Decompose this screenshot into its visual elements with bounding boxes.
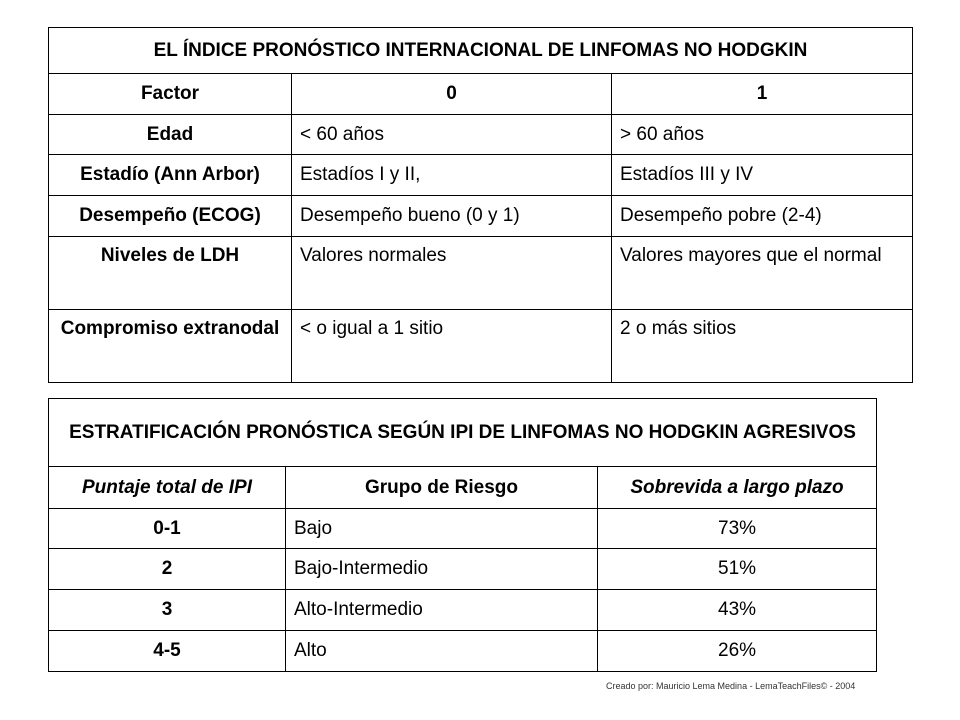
table1-title: EL ÍNDICE PRONÓSTICO INTERNACIONAL DE LINFOMAS NO HODGKIN	[49, 28, 913, 74]
table-row	[49, 590, 877, 631]
table2-header-survival: Sobrevida a largo plazo	[598, 467, 877, 509]
one-cell: Estadíos III y IV	[612, 155, 913, 196]
table1-header-zero: 0	[292, 74, 612, 115]
table-row	[49, 237, 913, 310]
survival-cell: 26%	[598, 631, 877, 672]
group-cell: Bajo	[286, 509, 598, 549]
table1-header-factor: Factor	[49, 74, 292, 115]
score-cell: 3	[49, 590, 286, 631]
table-row	[49, 115, 913, 155]
group-cell: Alto	[286, 631, 598, 672]
table1-title-row	[49, 28, 913, 74]
zero-cell: < o igual a 1 sitio	[292, 310, 612, 383]
factor-cell: Desempeño (ECOG)	[49, 196, 292, 237]
one-cell: > 60 años	[612, 115, 913, 155]
group-cell: Bajo-Intermedio	[286, 549, 598, 590]
table2-title: ESTRATIFICACIÓN PRONÓSTICA SEGÚN IPI DE LINFOMAS NO HODGKIN AGRESIVOS	[49, 399, 877, 467]
factor-cell: Edad	[49, 115, 292, 155]
factor-cell: Estadío (Ann Arbor)	[49, 155, 292, 196]
zero-cell: < 60 años	[292, 115, 612, 155]
table2-title-row	[49, 399, 877, 467]
survival-cell: 51%	[598, 549, 877, 590]
table1-header-one: 1	[612, 74, 913, 115]
ipi-stratification-table	[48, 398, 877, 672]
survival-cell: 73%	[598, 509, 877, 549]
score-cell: 2	[49, 549, 286, 590]
table-row	[49, 196, 913, 237]
score-cell: 4-5	[49, 631, 286, 672]
table-row	[49, 155, 913, 196]
zero-cell: Desempeño bueno (0 y 1)	[292, 196, 612, 237]
table2-header-group: Grupo de Riesgo	[286, 467, 598, 509]
one-cell: 2 o más sitios	[612, 310, 913, 383]
ipi-factors-table	[48, 27, 913, 383]
zero-cell: Estadíos I y II,	[292, 155, 612, 196]
table-row	[49, 509, 877, 549]
score-cell: 0-1	[49, 509, 286, 549]
table1-header-row	[49, 74, 913, 115]
factor-cell: Niveles de LDH	[49, 237, 292, 310]
one-cell: Desempeño pobre (2-4)	[612, 196, 913, 237]
table-row	[49, 549, 877, 590]
zero-cell: Valores normales	[292, 237, 612, 310]
one-cell: Valores mayores que el normal	[612, 237, 913, 310]
survival-cell: 43%	[598, 590, 877, 631]
credit-text: Creado por: Mauricio Lema Medina - LemaTeachFiles© - 2004	[606, 681, 856, 691]
table-row	[49, 310, 913, 383]
group-cell: Alto-Intermedio	[286, 590, 598, 631]
table2-header-score: Puntaje total de IPI	[49, 467, 286, 509]
table2-header-row	[49, 467, 877, 509]
factor-cell: Compromiso extranodal	[49, 310, 292, 383]
table-row	[49, 631, 877, 672]
